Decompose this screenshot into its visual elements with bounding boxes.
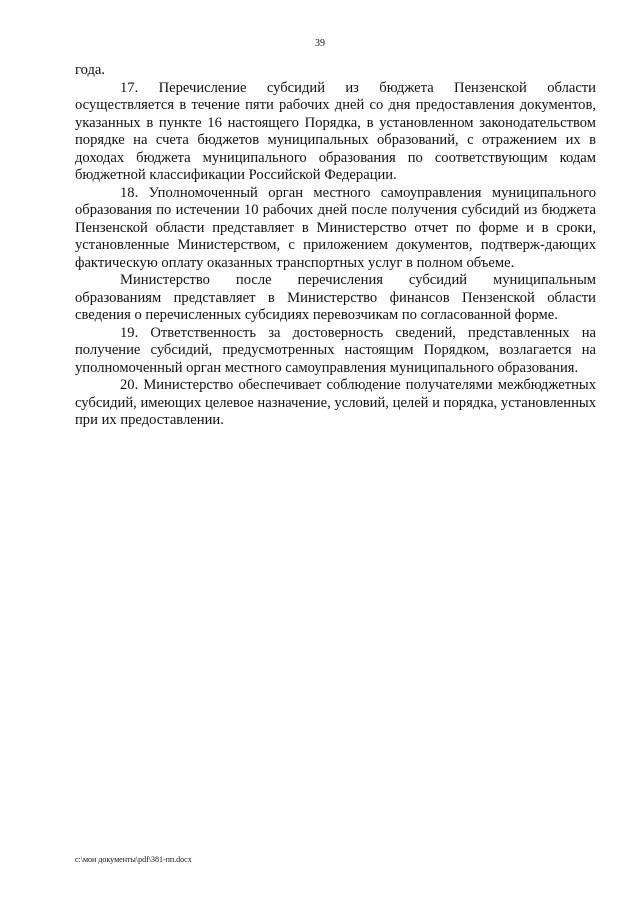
- footer-file-path: c:\мои документы\pdf\381-пп.docx: [75, 855, 192, 864]
- paragraph-18: 18. Уполномоченный орган местного самоуправления муниципального образования по истечении 10 рабочих дней после получения субсидий из бюджета Пензенской области представляет в Министерство отчет по форме и в сроки, установленные Министерством, с приложением документов, подтверж-дающих фактическую оплату оказанных транспортных услуг в полном объеме.: [75, 184, 596, 271]
- document-body: [75, 62, 596, 430]
- paragraph-20: 20. Министерство обеспечивает соблюдение получателями межбюджетных субсидий, имеющих целевое назначение, условий, целей и порядка, установленных при их предоставлении.: [75, 377, 596, 428]
- paragraph-17: 17. Перечисление субсидий из бюджета Пензенской области осуществляется в течение пяти рабочих дней со дня предоставления документов, указанных в пункте 16 настоящего Порядка, в установленном законодательством порядке на счета бюджетов муниципальных образований, с отражением их в доходах бюджета муниципального образования по соответствующим кодам бюджетной классификации Российской Федерации.: [75, 79, 596, 183]
- page-number: 39: [315, 38, 325, 49]
- paragraph-19: 19. Ответственность за достоверность сведений, представленных на получение субсидий, предусмотренных настоящим Порядком, возлагается на уполномоченный орган местного самоуправления муниципального образования.: [75, 324, 596, 376]
- paragraph-continuation: года.: [75, 62, 106, 78]
- paragraph-18-ministry: Министерство после перечисления субсидий муниципальным образованиям представляет в Министерство финансов Пензенской области сведения о перечисленных субсидиях перевозчикам по согласованной форме.: [75, 272, 596, 323]
